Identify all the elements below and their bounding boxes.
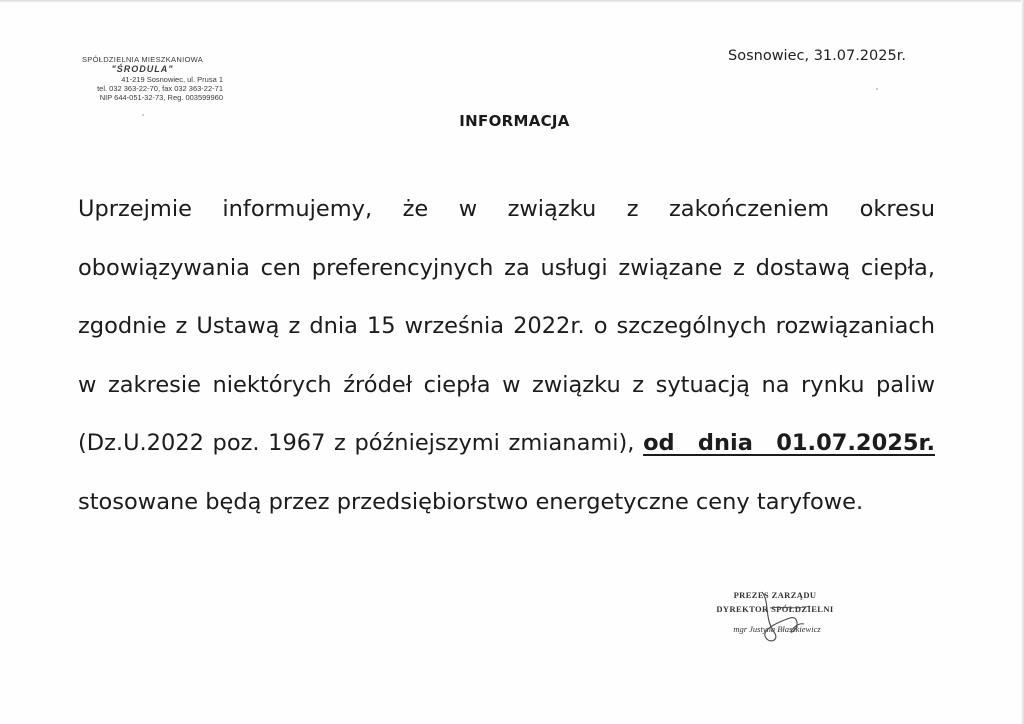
- signature-name: mgr Justyna Błaszkiewicz: [733, 624, 821, 634]
- stamp-line-address: 41-219 Sosnowiec, ul. Prusa 1: [121, 75, 223, 84]
- scan-edge-top: [0, 0, 1024, 3]
- scan-speck: [142, 114, 144, 116]
- document-title-text: INFORMACJA: [459, 112, 570, 130]
- organization-stamp: [60, 55, 225, 102]
- stamp-line-organization-type: SPÓŁDZIELNIA MIESZKANIOWA: [82, 55, 203, 64]
- scan-speck: [876, 88, 878, 90]
- effective-date-emphasis: od dnia 01.07.2025r.: [643, 430, 935, 456]
- body-paragraph: [78, 180, 935, 531]
- stamp-line-phone: tel. 032 363-22-70, fax 032 363-22-71: [97, 84, 223, 93]
- handwritten-signature-icon: [700, 588, 850, 648]
- document-body: [78, 180, 935, 531]
- stamp-line-registration: NIP 644-051-32-73, Reg. 003599960: [99, 93, 223, 102]
- document-title: [0, 112, 1024, 130]
- document-date: Sosnowiec, 31.07.2025r.: [728, 48, 906, 64]
- body-text-part-1: Uprzejmie informujemy, że w związku z zakończeniem okresu obowiązywania cen preferencyjnych za usługi związane z dostawą ciepła, zgodnie z Ustawą z dnia 15 września 2022r. o szczególnych rozwiązaniach w zakresie niektórych źródeł ciepła w związku z sytuacją na rynku paliw (Dz.U.2022 poz. 1967 z późniejszymi zmianami),: [78, 196, 935, 456]
- signature-title-president: PREZES ZARZĄDU: [733, 590, 817, 600]
- stamp-line-organization-name: "ŚRODULA": [111, 64, 174, 74]
- signature-stamp: [700, 588, 850, 648]
- body-text-part-2: stosowane będą przez przedsiębiorstwo energetyczne ceny taryfowe.: [78, 488, 864, 515]
- signature-title-director: DYREKTOR SPÓŁDZIELNI: [716, 604, 834, 614]
